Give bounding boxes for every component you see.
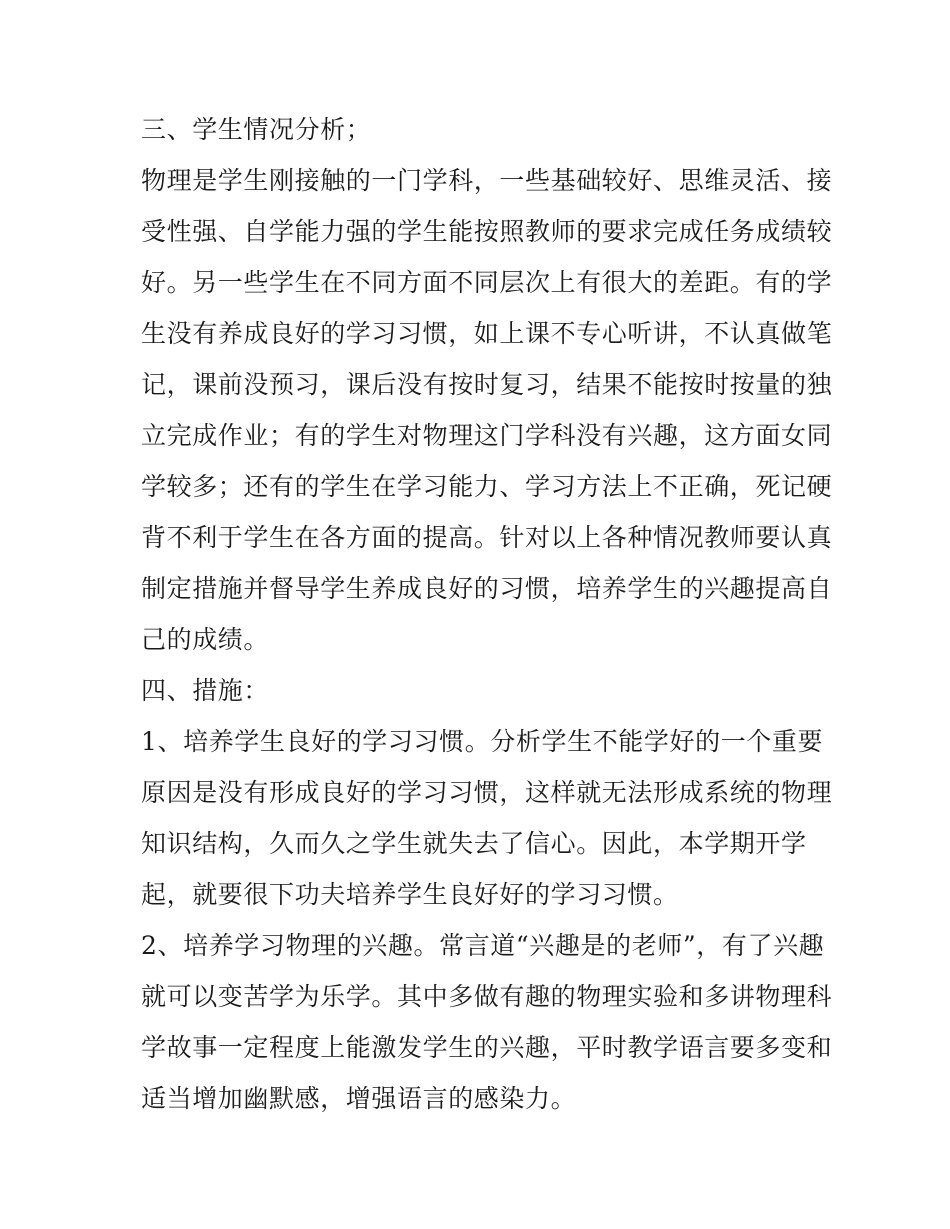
measure1-line: 1、培养学生良好的学习习惯。分析学生不能学好的一个重要	[141, 727, 824, 756]
section4-heading: 四、措施：	[141, 676, 270, 705]
measure1-line: 原因是没有形成良好的学习习惯，这样就无法形成系统的物理	[141, 778, 833, 807]
measure1-line: 起，就要很下功夫培养学生良好好的学习习惯。	[141, 880, 679, 909]
section3-line: 制定措施并督导学生养成良好的习惯，培养学生的兴趣提高自	[141, 574, 833, 603]
section3-line: 学较多；还有的学生在学习能力、学习方法上不正确，死记硬	[141, 472, 833, 501]
measure2-line: 学故事一定程度上能激发学生的兴趣，平时教学语言要多变和	[141, 1033, 833, 1062]
section3-line: 己的成绩。	[141, 625, 270, 654]
measure2-line: 2、培养学习物理的兴趣。常言道“兴趣是的老师”，有了兴趣	[141, 931, 825, 960]
section3-line: 立完成作业；有的学生对物理这门学科没有兴趣，这方面女同	[141, 421, 833, 450]
measure2-line: 适当增加幽默感，增强语言的感染力。	[141, 1084, 577, 1113]
section3-line: 物理是学生刚接触的一门学科，一些基础较好、思维灵活、接	[141, 166, 833, 195]
measure1-line: 知识结构，久而久之学生就失去了信心。因此，本学期开学	[141, 829, 807, 858]
section3-line: 记，课前没预习，课后没有按时复习，结果不能按时按量的独	[141, 370, 833, 399]
section3-line: 背不利于学生在各方面的提高。针对以上各种情况教师要认真	[141, 523, 833, 552]
section3-line: 生没有养成良好的学习习惯，如上课不专心听讲，不认真做笔	[141, 319, 833, 348]
document-body	[141, 104, 833, 1124]
section3-heading: 三、学生情况分析；	[141, 115, 372, 144]
measure2-line: 就可以变苦学为乐学。其中多做有趣的物理实验和多讲物理科	[141, 982, 833, 1011]
section3-line: 好。另一些学生在不同方面不同层次上有很大的差距。有的学	[141, 268, 833, 297]
section3-line: 受性强、自学能力强的学生能按照教师的要求完成任务成绩较	[141, 217, 833, 246]
